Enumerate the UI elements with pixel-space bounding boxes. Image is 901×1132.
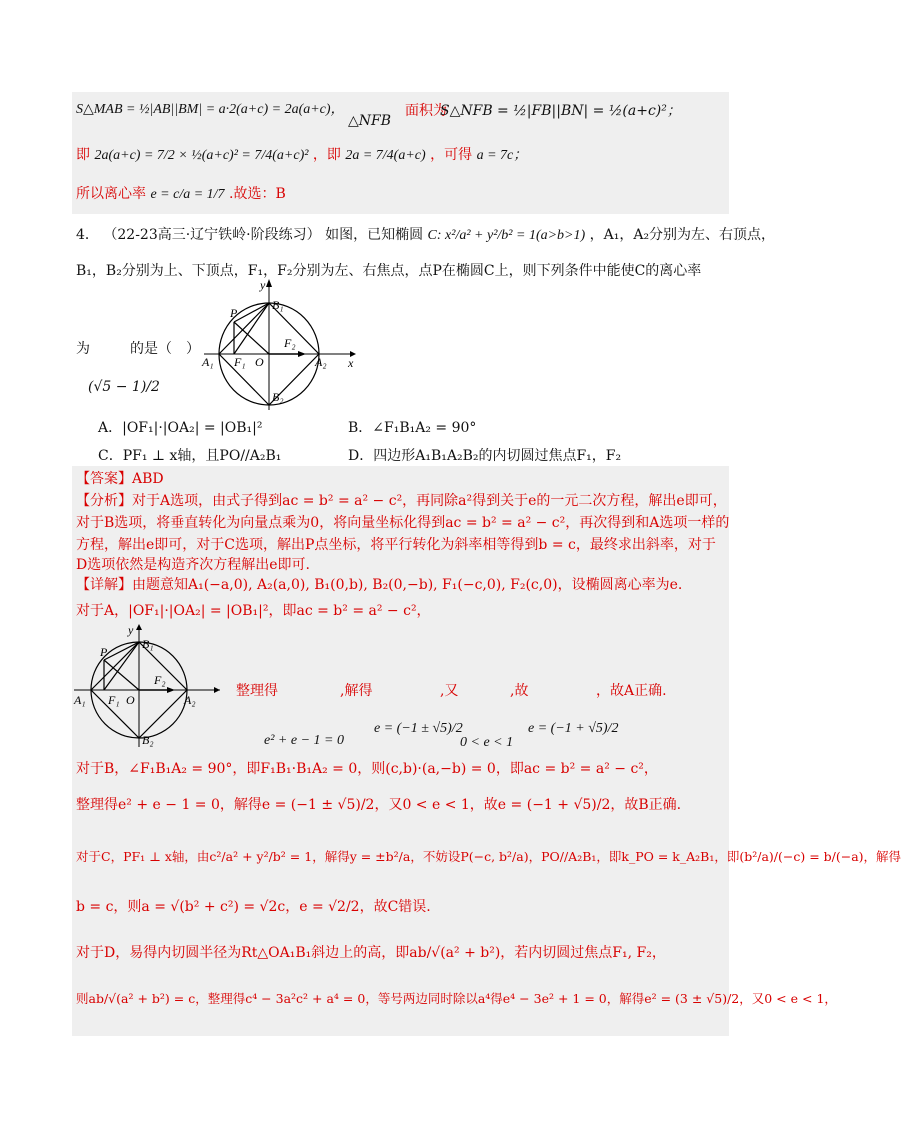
fig1-label-a1: A₁ bbox=[202, 355, 214, 369]
analysis-line3: 方程，解出e即可，对于C选项，解出P点坐标，将平行转化为斜率相等得到b = c，最终求出斜率，对于 bbox=[76, 537, 716, 553]
fig1-label-p: P bbox=[230, 306, 238, 320]
fig2-label-f2: F₂ bbox=[154, 673, 166, 687]
fig2-label-o: O bbox=[126, 693, 135, 707]
prev-line3-label: 所以离心率 bbox=[76, 186, 146, 202]
fig2-label-y: y bbox=[128, 623, 134, 637]
detail-c-line2: b = c，则a = √(b² + c²) = √2c，e = √2/2，故C错误. bbox=[76, 899, 431, 915]
prev-line3 bbox=[76, 185, 286, 204]
fig2-label-a1: A₁ bbox=[74, 693, 86, 707]
eccentricity-value: (√5 − 1)/2 bbox=[88, 379, 160, 395]
question-line1 bbox=[76, 226, 775, 245]
prev-line2-prefix: 即 bbox=[76, 147, 90, 163]
question-line2: B₁，B₂分别为上、下顶点，F₁，F₂分别为左、右焦点，点P在椭圆C上，则下列条件中能使C的离心率 bbox=[76, 263, 702, 279]
prev-line2-eq: 2a(a+c) = 7/2 × ½(a+c)² = 7/4(a+c)² bbox=[94, 148, 309, 163]
fig1-label-f2: F₂ bbox=[284, 336, 296, 350]
detail-d-line2: 则ab/√(a² + b²) = c，整理得c⁴ − 3a²c² + a⁴ = 0，等号两边同时除以a⁴得e⁴ − 3e² + 1 = 0，解得e² = (3 ± √5)/2，又0 < e < 1， bbox=[76, 991, 837, 1006]
detail-c-line: 对于C，PF₁ ⊥ x轴，由c²/a² + y²/b² = 1，解得y = ±b²/a，不妨设P(−c, b²/a)，PO//A₂B₁，即k_PO = k_A₂B₁，即(b²/a)/(−c) = b/(−a)，解得 bbox=[76, 849, 901, 864]
detail-d-line: 对于D，易得内切圆半径为Rt△OA₁B₁斜边上的高，即ab/√(a² + b²)，若内切圆过焦点F₁, F₂， bbox=[76, 945, 666, 961]
detail-a-conclude-1: 整理得 bbox=[236, 683, 278, 699]
question-source: （22-23高三·辽宁铁岭·阶段练习） bbox=[103, 227, 321, 243]
question-line3-a: 为 bbox=[76, 341, 90, 357]
tri-nfb: △NFB bbox=[348, 113, 392, 129]
analysis-line4: D选项依然是构造齐次方程解出e即可. bbox=[76, 557, 310, 573]
ellipse-figure-detail bbox=[72, 622, 232, 750]
prev-line2 bbox=[76, 146, 527, 165]
detail-a-eq1: e² + e − 1 = 0 bbox=[264, 733, 344, 748]
detail-a-conclude-5: ，故A正确. bbox=[596, 683, 667, 699]
fig1-label-b2: B₂ bbox=[272, 390, 284, 404]
detail-b-line2: 整理得e² + e − 1 = 0，解得e = (−1 ± √5)/2，又0 < e < 1，故e = (−1 + √5)/2，故B正确. bbox=[76, 797, 682, 813]
prev-line2-result: a = 7c； bbox=[476, 148, 528, 163]
detail-a-conclude-2: ,解得 bbox=[340, 683, 373, 699]
prev-line3-eq: e = c/a = 1/7 bbox=[150, 187, 225, 202]
fig2-label-a2: A₂ bbox=[184, 693, 196, 707]
option-d: D．四边形A₁B₁A₂B₂的内切圆过焦点F₁，F₂ bbox=[348, 448, 622, 464]
prev-line2-mid: ，即 bbox=[312, 147, 341, 163]
fig1-label-f1: F₁ bbox=[234, 355, 246, 369]
prev-line2-get: ，可得 bbox=[430, 147, 473, 163]
ellipse-equation: C: x²/a² + y²/b² = 1(a>b>1) bbox=[427, 228, 586, 243]
fig1-label-y: y bbox=[260, 278, 266, 292]
analysis-label: 【分析】 bbox=[76, 493, 132, 509]
prev-line3-end: .故选：B bbox=[229, 186, 286, 202]
fig2-label-f1: F₁ bbox=[108, 693, 120, 707]
area-mab-formula: S△MAB = ½|AB||BM| = a·2(a+c) = 2a(a+c)， bbox=[76, 102, 345, 117]
analysis-line2: 对于B选项，将垂直转化为向量点乘为0，将向量坐标化得到ac = b² = a² − c²，再次得到和A选项一样的 bbox=[76, 515, 730, 531]
ellipse-figure-question bbox=[200, 275, 360, 415]
detail-a-conclude-4: ,故 bbox=[510, 683, 529, 699]
prev-line1 bbox=[76, 100, 345, 119]
fig2-label-b2: B₂ bbox=[142, 733, 154, 747]
detail-label: 【详解】 bbox=[76, 577, 132, 593]
option-a: A．|OF₁|·|OA₂| = |OB₁|² bbox=[98, 420, 263, 436]
detail-a-conclude-3: ,又 bbox=[440, 683, 459, 699]
area-nfb-label: 面积为 bbox=[405, 103, 447, 119]
detail-a-eq4: e = (−1 + √5)/2 bbox=[528, 721, 619, 736]
prev-line2-eq2: 2a = 7/4(a+c) bbox=[345, 148, 426, 163]
question-stem-a: 如图，已知椭圆 bbox=[325, 227, 424, 243]
analysis-line1 bbox=[76, 492, 727, 510]
option-c: C．PF₁ ⊥ x轴，且PO//A₂B₁ bbox=[98, 448, 282, 464]
option-b: B．∠F₁B₁A₂ = 90° bbox=[348, 420, 477, 436]
area-nfb-formula: S△NFB = ½|FB||BN| = ½(a+c)²； bbox=[440, 103, 681, 119]
fig1-label-b1: B₁ bbox=[272, 298, 284, 312]
detail-b-line: 对于B，∠F₁B₁A₂ = 90°，即F₁B₁·B₁A₂ = 0，则(c,b)·(a,−b) = 0，即ac = b² = a² − c²， bbox=[76, 761, 658, 777]
question-stem-b: ，A₁，A₂分别为左、右顶点， bbox=[589, 227, 776, 243]
detail-intro: 由题意知A₁(−a,0), A₂(a,0), B₁(0,b), B₂(0,−b), F₁(−c,0), F₂(c,0)，设椭圆离心率为e. bbox=[132, 577, 683, 593]
detail-a-eq3: 0 < e < 1 bbox=[460, 735, 514, 750]
fig2-label-p: P bbox=[100, 645, 108, 659]
fig1-label-o: O bbox=[255, 355, 264, 369]
detail-line-intro bbox=[76, 576, 682, 594]
question-line3-b: 的是（ ） bbox=[130, 341, 200, 357]
fig2-label-b1: B₁ bbox=[142, 637, 154, 651]
analysis-text-1: 对于A选项，由式子得到ac = b² = a² − c²，再同除a²得到关于e的一元二次方程，解出e即可， bbox=[132, 493, 727, 509]
detail-a-eq2: e = (−1 ± √5)/2 bbox=[374, 721, 463, 736]
fig1-label-x: x bbox=[348, 356, 354, 370]
detail-a-line: 对于A，|OF₁|·|OA₂| = |OB₁|²，即ac = b² = a² − c²， bbox=[76, 603, 431, 619]
fig1-label-a2: A₂ bbox=[315, 355, 327, 369]
answer-label: 【答案】ABD bbox=[76, 471, 164, 487]
question-number: 4． bbox=[76, 227, 99, 243]
